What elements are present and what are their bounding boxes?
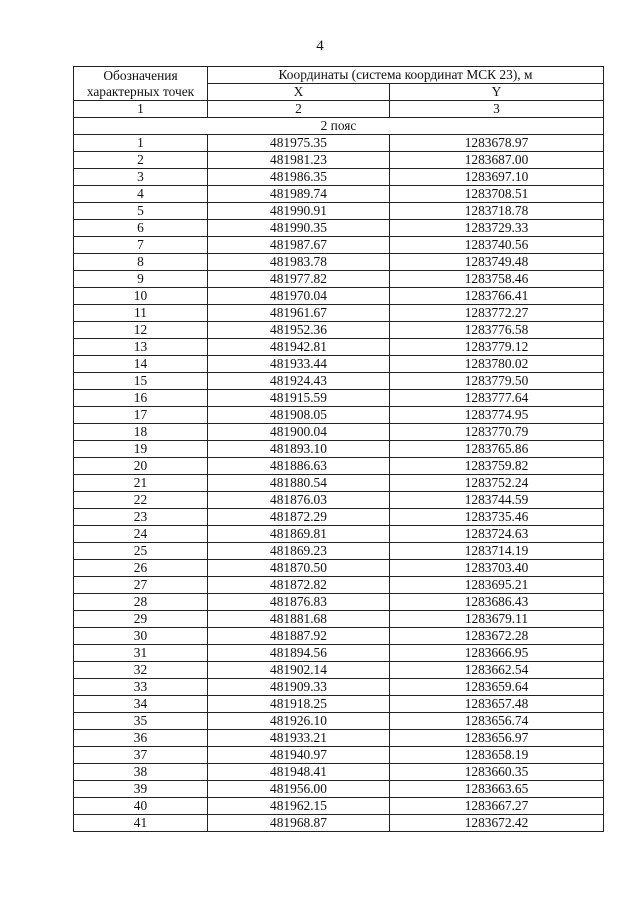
y-coordinate-cell: 1283687.00 xyxy=(390,152,604,169)
point-number-cell: 36 xyxy=(74,730,208,747)
point-number-cell: 1 xyxy=(74,135,208,152)
point-number-cell: 16 xyxy=(74,390,208,407)
table-body xyxy=(74,135,604,832)
table-row xyxy=(74,577,604,594)
y-coordinate-cell: 1283766.41 xyxy=(390,288,604,305)
x-coordinate-cell: 481940.97 xyxy=(208,747,390,764)
point-number-cell: 13 xyxy=(74,339,208,356)
column-number: 1 xyxy=(74,101,208,118)
table-row xyxy=(74,560,604,577)
point-number-cell: 27 xyxy=(74,577,208,594)
table-row xyxy=(74,339,604,356)
point-number-cell: 21 xyxy=(74,475,208,492)
y-coordinate-cell: 1283659.64 xyxy=(390,679,604,696)
x-coordinate-cell: 481894.56 xyxy=(208,645,390,662)
x-coordinate-cell: 481876.03 xyxy=(208,492,390,509)
table-row xyxy=(74,220,604,237)
table-header xyxy=(74,67,604,135)
table-row xyxy=(74,254,604,271)
table-row xyxy=(74,781,604,798)
x-coordinate-cell: 481893.10 xyxy=(208,441,390,458)
y-coordinate-cell: 1283758.46 xyxy=(390,271,604,288)
table-row xyxy=(74,764,604,781)
x-coordinate-cell: 481987.67 xyxy=(208,237,390,254)
point-number-cell: 2 xyxy=(74,152,208,169)
point-number-cell: 15 xyxy=(74,373,208,390)
y-coordinate-cell: 1283708.51 xyxy=(390,186,604,203)
y-coordinate-cell: 1283678.97 xyxy=(390,135,604,152)
y-coordinate-cell: 1283663.65 xyxy=(390,781,604,798)
point-number-cell: 38 xyxy=(74,764,208,781)
coords-column-header: Координаты (система координат МСК 23), м xyxy=(208,67,604,84)
point-number-cell: 4 xyxy=(74,186,208,203)
y-coordinate-cell: 1283779.50 xyxy=(390,373,604,390)
y-column-header: Y xyxy=(390,84,604,101)
table-row xyxy=(74,645,604,662)
point-number-cell: 26 xyxy=(74,560,208,577)
table-row xyxy=(74,373,604,390)
y-coordinate-cell: 1283656.74 xyxy=(390,713,604,730)
y-coordinate-cell: 1283744.59 xyxy=(390,492,604,509)
table-row xyxy=(74,594,604,611)
y-coordinate-cell: 1283735.46 xyxy=(390,509,604,526)
x-coordinate-cell: 481970.04 xyxy=(208,288,390,305)
y-coordinate-cell: 1283697.10 xyxy=(390,169,604,186)
x-coordinate-cell: 481933.44 xyxy=(208,356,390,373)
point-number-cell: 29 xyxy=(74,611,208,628)
y-coordinate-cell: 1283772.27 xyxy=(390,305,604,322)
y-coordinate-cell: 1283662.54 xyxy=(390,662,604,679)
point-number-cell: 41 xyxy=(74,815,208,832)
point-number-cell: 30 xyxy=(74,628,208,645)
y-coordinate-cell: 1283740.56 xyxy=(390,237,604,254)
point-number-cell: 33 xyxy=(74,679,208,696)
y-coordinate-cell: 1283718.78 xyxy=(390,203,604,220)
column-number: 2 xyxy=(208,101,390,118)
table-row xyxy=(74,169,604,186)
point-number-cell: 22 xyxy=(74,492,208,509)
table-row xyxy=(74,424,604,441)
x-coordinate-cell: 481876.83 xyxy=(208,594,390,611)
table-row xyxy=(74,509,604,526)
table-row xyxy=(74,271,604,288)
point-number-cell: 12 xyxy=(74,322,208,339)
x-coordinate-cell: 481908.05 xyxy=(208,407,390,424)
point-number-cell: 8 xyxy=(74,254,208,271)
x-coordinate-cell: 481909.33 xyxy=(208,679,390,696)
points-header-line2: характерных точек xyxy=(86,83,195,99)
point-number-cell: 19 xyxy=(74,441,208,458)
x-coordinate-cell: 481900.04 xyxy=(208,424,390,441)
point-number-cell: 11 xyxy=(74,305,208,322)
table-row xyxy=(74,662,604,679)
table-row xyxy=(74,390,604,407)
table-row xyxy=(74,441,604,458)
y-coordinate-cell: 1283657.48 xyxy=(390,696,604,713)
zone-label: 2 пояс xyxy=(74,118,604,135)
point-number-cell: 9 xyxy=(74,271,208,288)
x-coordinate-cell: 481924.43 xyxy=(208,373,390,390)
point-number-cell: 20 xyxy=(74,458,208,475)
table-row xyxy=(74,679,604,696)
x-coordinate-cell: 481869.23 xyxy=(208,543,390,560)
point-number-cell: 10 xyxy=(74,288,208,305)
y-coordinate-cell: 1283780.02 xyxy=(390,356,604,373)
x-coordinate-cell: 481886.63 xyxy=(208,458,390,475)
points-header-line1: Обозначения xyxy=(103,67,178,83)
table-row xyxy=(74,815,604,832)
point-number-cell: 37 xyxy=(74,747,208,764)
table-row xyxy=(74,237,604,254)
table-row xyxy=(74,713,604,730)
y-coordinate-cell: 1283695.21 xyxy=(390,577,604,594)
y-coordinate-cell: 1283779.12 xyxy=(390,339,604,356)
y-coordinate-cell: 1283724.63 xyxy=(390,526,604,543)
x-column-header: X xyxy=(208,84,390,101)
table-row xyxy=(74,407,604,424)
table-row xyxy=(74,135,604,152)
point-number-cell: 5 xyxy=(74,203,208,220)
x-coordinate-cell: 481989.74 xyxy=(208,186,390,203)
x-coordinate-cell: 481926.10 xyxy=(208,713,390,730)
point-number-cell: 39 xyxy=(74,781,208,798)
y-coordinate-cell: 1283774.95 xyxy=(390,407,604,424)
y-coordinate-cell: 1283667.27 xyxy=(390,798,604,815)
point-number-cell: 28 xyxy=(74,594,208,611)
x-coordinate-cell: 481990.91 xyxy=(208,203,390,220)
x-coordinate-cell: 481870.50 xyxy=(208,560,390,577)
point-number-cell: 35 xyxy=(74,713,208,730)
x-coordinate-cell: 481962.15 xyxy=(208,798,390,815)
y-coordinate-cell: 1283672.42 xyxy=(390,815,604,832)
x-coordinate-cell: 481869.81 xyxy=(208,526,390,543)
x-coordinate-cell: 481981.23 xyxy=(208,152,390,169)
x-coordinate-cell: 481968.87 xyxy=(208,815,390,832)
table-row xyxy=(74,747,604,764)
point-number-cell: 24 xyxy=(74,526,208,543)
y-coordinate-cell: 1283765.86 xyxy=(390,441,604,458)
page-number: 4 xyxy=(316,38,324,54)
point-number-cell: 14 xyxy=(74,356,208,373)
y-coordinate-cell: 1283666.95 xyxy=(390,645,604,662)
point-number-cell: 25 xyxy=(74,543,208,560)
table-row xyxy=(74,475,604,492)
table-row xyxy=(74,356,604,373)
x-coordinate-cell: 481881.68 xyxy=(208,611,390,628)
y-coordinate-cell: 1283672.28 xyxy=(390,628,604,645)
table-row xyxy=(74,186,604,203)
x-coordinate-cell: 481918.25 xyxy=(208,696,390,713)
y-coordinate-cell: 1283658.19 xyxy=(390,747,604,764)
coordinates-table xyxy=(73,66,604,832)
y-coordinate-cell: 1283770.79 xyxy=(390,424,604,441)
x-coordinate-cell: 481872.82 xyxy=(208,577,390,594)
x-coordinate-cell: 481880.54 xyxy=(208,475,390,492)
table-row xyxy=(74,458,604,475)
y-coordinate-cell: 1283759.82 xyxy=(390,458,604,475)
x-coordinate-cell: 481956.00 xyxy=(208,781,390,798)
x-coordinate-cell: 481977.82 xyxy=(208,271,390,288)
x-coordinate-cell: 481915.59 xyxy=(208,390,390,407)
table-row xyxy=(74,322,604,339)
x-coordinate-cell: 481872.29 xyxy=(208,509,390,526)
point-number-cell: 31 xyxy=(74,645,208,662)
x-coordinate-cell: 481887.92 xyxy=(208,628,390,645)
point-number-cell: 18 xyxy=(74,424,208,441)
x-coordinate-cell: 481952.36 xyxy=(208,322,390,339)
table-row xyxy=(74,611,604,628)
y-coordinate-cell: 1283752.24 xyxy=(390,475,604,492)
table-row xyxy=(74,492,604,509)
table-row xyxy=(74,305,604,322)
y-coordinate-cell: 1283703.40 xyxy=(390,560,604,577)
y-coordinate-cell: 1283729.33 xyxy=(390,220,604,237)
table-row xyxy=(74,288,604,305)
y-coordinate-cell: 1283660.35 xyxy=(390,764,604,781)
table-row xyxy=(74,628,604,645)
point-number-cell: 40 xyxy=(74,798,208,815)
y-coordinate-cell: 1283686.43 xyxy=(390,594,604,611)
point-number-cell: 34 xyxy=(74,696,208,713)
point-number-cell: 6 xyxy=(74,220,208,237)
table-row xyxy=(74,203,604,220)
x-coordinate-cell: 481902.14 xyxy=(208,662,390,679)
point-number-cell: 3 xyxy=(74,169,208,186)
x-coordinate-cell: 481948.41 xyxy=(208,764,390,781)
column-number: 3 xyxy=(390,101,604,118)
y-coordinate-cell: 1283749.48 xyxy=(390,254,604,271)
x-coordinate-cell: 481983.78 xyxy=(208,254,390,271)
table-row xyxy=(74,730,604,747)
y-coordinate-cell: 1283777.64 xyxy=(390,390,604,407)
x-coordinate-cell: 481933.21 xyxy=(208,730,390,747)
table-row xyxy=(74,543,604,560)
x-coordinate-cell: 481961.67 xyxy=(208,305,390,322)
x-coordinate-cell: 481990.35 xyxy=(208,220,390,237)
point-number-cell: 17 xyxy=(74,407,208,424)
x-coordinate-cell: 481975.35 xyxy=(208,135,390,152)
y-coordinate-cell: 1283776.58 xyxy=(390,322,604,339)
point-number-cell: 7 xyxy=(74,237,208,254)
y-coordinate-cell: 1283679.11 xyxy=(390,611,604,628)
y-coordinate-cell: 1283656.97 xyxy=(390,730,604,747)
x-coordinate-cell: 481986.35 xyxy=(208,169,390,186)
table-row xyxy=(74,696,604,713)
x-coordinate-cell: 481942.81 xyxy=(208,339,390,356)
y-coordinate-cell: 1283714.19 xyxy=(390,543,604,560)
table-row xyxy=(74,798,604,815)
points-column-header xyxy=(74,67,208,101)
point-number-cell: 32 xyxy=(74,662,208,679)
point-number-cell: 23 xyxy=(74,509,208,526)
table-row xyxy=(74,152,604,169)
table-row xyxy=(74,526,604,543)
